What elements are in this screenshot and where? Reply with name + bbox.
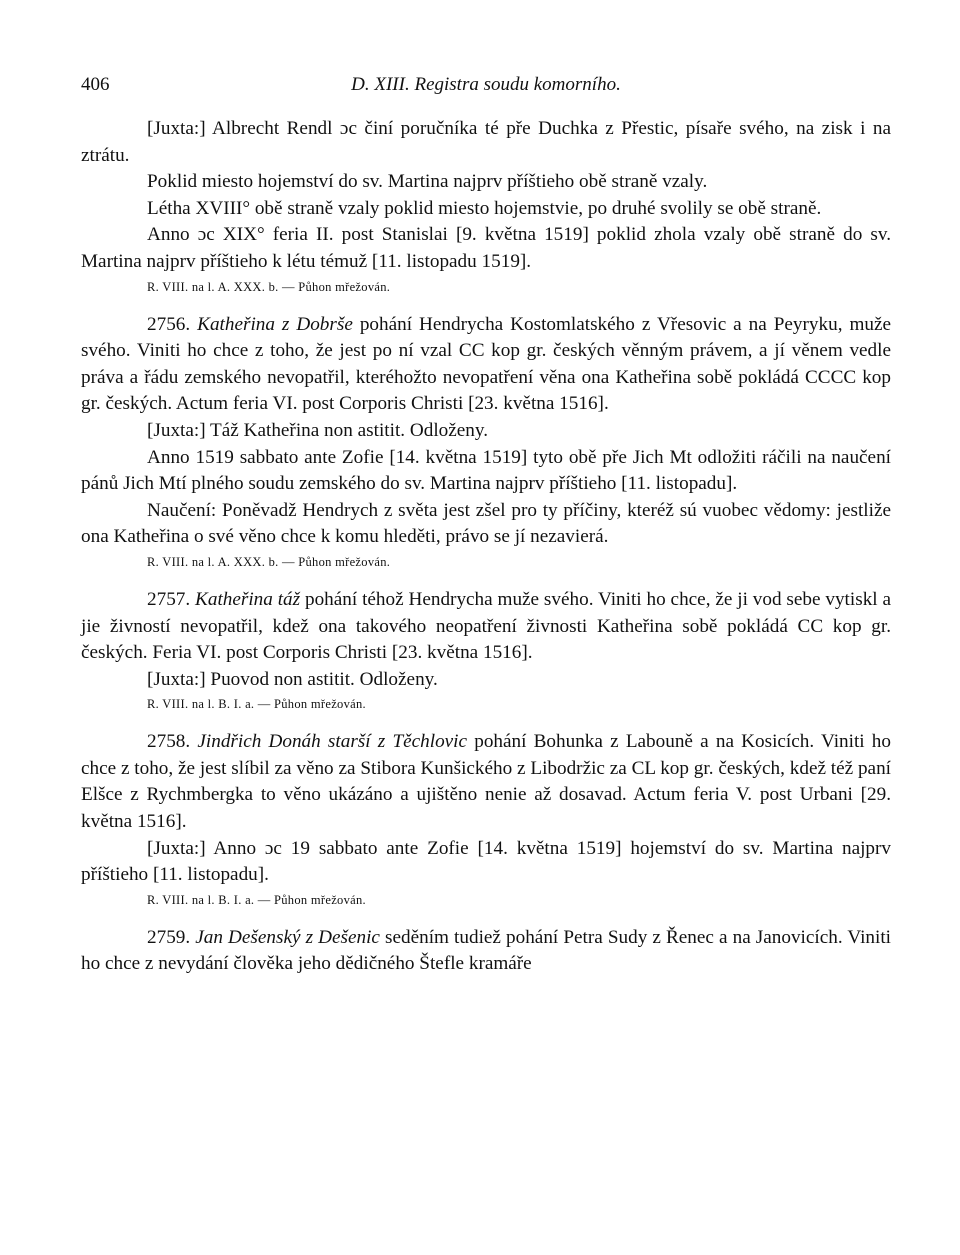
entry-party-name: Jan Dešenský z Dešenic <box>195 926 380 948</box>
entry-text: seděním tudiež pohání Petra Sudy z Řenec a na Janovicích. Viniti ho chce z nevydání člověka jeho dědičného Štefle kramáře <box>81 926 891 975</box>
entry-number: 2758. <box>147 731 191 753</box>
entry-2758 <box>81 729 891 835</box>
paragraph: [Juxta:] Albrecht Rendl ɔc činí poručníka té pře Duchka z Přestic, písaře svého, na zisk i na ztrátu. <box>81 118 891 166</box>
paragraph: Anno 1519 sabbato ante Zofie [14. května 1519] tyto obě pře Jich Mt odložiti ráčili na naučení pánů Jich Mtí plného soudu zemského do sv. Martina najprv příštieho [11. listopadu]. <box>81 446 891 495</box>
entry-text: pohání Hendrycha Kostomlatského z Vřesovic a na Peyryku, muže svého. Viniti ho chce z toho, že jest po ní vzal CC kop gr. českých věnným právem, a jí věnem vedle práva a řádu zemského nevopatřil, kteréhožto nevopatření věna ona Katheřina sobě pokládá CCCC kop gr. českých. Actum feria VI. post Corporis Christi [23. května 1516]. <box>81 313 892 415</box>
paragraph: Poklid miesto hojemství do sv. Martina najprv příštieho obě straně vzaly. <box>147 171 708 193</box>
register-note: R. VIII. na l. B. I. a. — Půhon mřežován. <box>147 892 366 907</box>
register-note: R. VIII. na l. A. XXX. b. — Půhon mřežován. <box>147 554 391 569</box>
entry-text: pohání téhož Hendrycha muže svého. Viniti ho chce, že ji vod sebe vytiskl a jie živností nevopatřil, kdež ona takového neopatření živnosti Katheřina sobě pokládá CC kop gr. českých. Feria VI. post Corporis Christi [23. května 1516]. <box>81 588 891 664</box>
paragraph: Anno ɔc XIX° feria II. post Stanislai [9. května 1519] poklid zhola vzaly obě straně do sv. Martina najprv příštieho k létu témuž [11. listopadu 1519]. <box>81 224 891 272</box>
page-number: 406 <box>81 74 110 95</box>
entry-party-name: Jindřich Donáh starší z Těchlovic <box>197 731 468 753</box>
entry-party-name: Katheřina táž <box>195 588 301 610</box>
paragraph: Naučení: Poněvadž Hendrych z světa jest zšel pro ty příčiny, kteréž sú vuobec vědomy: jestliže ona Katheřina o své věno chce k komu hleděti, právo se jí nezavierá. <box>81 499 891 548</box>
entry-party-name: Katheřina z Dobrše <box>197 313 353 335</box>
entry-number: 2757. <box>147 588 191 610</box>
register-note: R. VIII. na l. B. I. a. — Půhon mřežován. <box>147 697 366 712</box>
register-note: R. VIII. na l. A. XXX. b. — Půhon mřežován. <box>147 279 391 294</box>
running-title: D. XIII. Registra soudu komorního. <box>351 74 621 95</box>
entry-2756 <box>81 312 891 418</box>
entry-2757 <box>81 587 891 667</box>
paragraph: [Juxta:] Anno ɔc 19 sabbato ante Zofie [14. května 1519] hojemství do sv. Martina najprv příštieho [11. listopadu]. <box>81 837 891 886</box>
paragraph: [Juxta:] Táž Katheřina non astitit. Odloženy. <box>147 419 489 441</box>
entry-text: pohání Bohunka z Labouně a na Kosicích. Viniti ho chce z toho, že jest slíbil za věno za Stibora Kunšického z Libodržic za CL kop gr. českých, kdež též paní Elšce z Rychmbergka to věno ukázáno a ujištěno nenie až dosavad. Actum feria V. post Urbani [29. května 1516]. <box>81 731 891 833</box>
entry-2759 <box>81 925 891 978</box>
entry-number: 2759. <box>147 926 191 948</box>
paragraph: Létha XVIII° obě straně vzaly poklid miesto hojemstvie, po druhé svolily se obě straně. <box>147 197 822 219</box>
page-header <box>81 66 891 98</box>
document-body <box>81 116 891 978</box>
paragraph: [Juxta:] Puovod non astitit. Odloženy. <box>147 668 438 690</box>
entry-number: 2756. <box>147 313 191 335</box>
page <box>81 66 891 978</box>
